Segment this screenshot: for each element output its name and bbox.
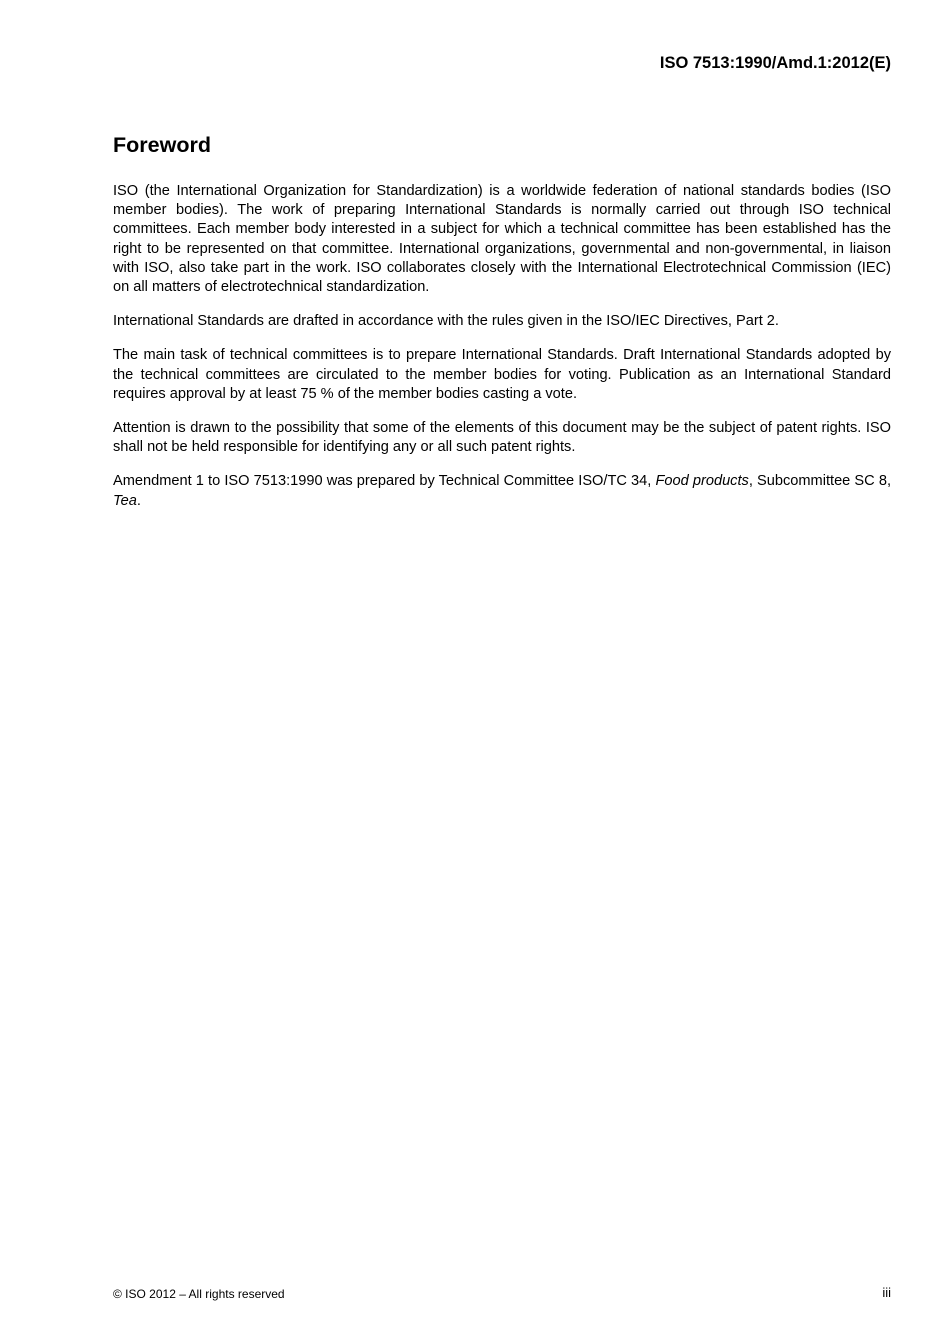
page-title: Foreword [113,133,211,157]
amendment-middle: , Subcommittee SC 8, [748,473,891,490]
committee-title: Food products [655,473,749,490]
paragraph-directives: International Standards are drafted in accordance with the rules given in the ISO/IEC Directives, Part 2. [113,313,779,330]
amendment-suffix: . [136,492,141,509]
subcommittee-title: Tea [113,492,137,509]
paragraph-iso-overview: ISO (the International Organization for Standardization) is a worldwide federation of national standards bodies (ISO member bodies). The work of preparing International Standards is normally carried out through ISO technical committees. Each member body interested in a subject for which a technical committee has been established has the right to be represented on that committee. International organizations, governmental and non-governmental, in liaison with ISO, also take part in the work. ISO collaborates closely with the International Electrotechnical Commission (IEC) on all matters of electrotechnical standardization. [113,183,891,296]
page-number: iii [882,1285,891,1300]
amendment-prefix: Amendment 1 to ISO 7513:1990 was prepared by Technical Committee ISO/TC 34, [113,473,656,490]
paragraph-committee-task: The main task of technical committees is to prepare International Standards. Draft International Standards adopted by the technical committees are circulated to the member bodies for voting. Publication as an International Standard requires approval by at least 75 % of the member bodies casting a vote. [113,347,891,402]
foreword-body [113,182,891,526]
document-id: ISO 7513:1990/Amd.1:2012(E) [659,54,891,72]
paragraph-amendment [113,472,891,510]
copyright-notice: © ISO 2012 – All rights reserved [113,1287,285,1301]
paragraph-patent-rights: Attention is drawn to the possibility that some of the elements of this document may be the subject of patent rights. ISO shall not be held responsible for identifying any or all such patent rights. [113,420,891,456]
